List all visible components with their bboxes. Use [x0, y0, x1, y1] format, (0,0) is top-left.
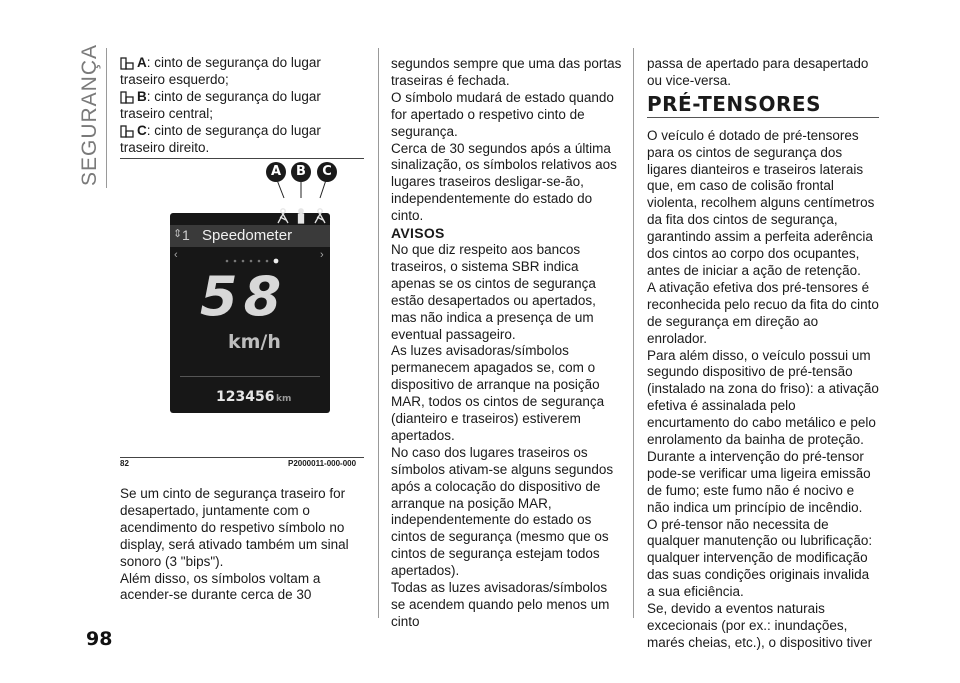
- section-title: SEGURANÇA: [78, 43, 101, 186]
- badge-a: A: [266, 162, 286, 182]
- paragraph: Além disso, os símbolos voltam a acender-se durante cerca de 30: [120, 570, 321, 603]
- belt-a-item: [120, 55, 365, 72]
- seatbelt-warning-icon: [274, 207, 330, 225]
- page-number: 98: [86, 628, 113, 650]
- figure-number: 82: [120, 459, 129, 468]
- badge-b: B: [291, 162, 311, 182]
- paragraph: passa de apertado para desapertado ou vice-versa.: [647, 56, 869, 88]
- belt-c-text: : cinto de segurança do lugar: [146, 122, 321, 138]
- chevron-right-icon: ›: [320, 249, 324, 261]
- paragraph: Todas as luzes avisadoras/símbolos se acendem quando pelo menos um cinto: [391, 580, 610, 629]
- belt-a-text-cont: traseiro esquerdo;: [120, 71, 229, 87]
- paragraph: Durante a intervenção do pré-tensor pode-se verificar uma ligeira emissão de fumo; este fumo não é nocivo e não indica um princípio de incêndio.: [647, 448, 871, 515]
- figure-top-rule: [120, 158, 364, 159]
- speed-unit: km/h: [228, 331, 281, 353]
- belt-legend: [120, 55, 365, 156]
- belt-c-item: [120, 123, 365, 140]
- paragraph: Se, devido a eventos naturais excecionais (por ex.: inundações, marés cheias, etc.), o dispositivo tiver: [647, 601, 873, 650]
- belt-b-item: [120, 89, 365, 106]
- column-2-text: [391, 56, 623, 631]
- leader-lines: [260, 178, 340, 208]
- belt-c-text-cont: traseiro direito.: [120, 139, 210, 155]
- figure-code: P2000011-000-000: [288, 459, 357, 468]
- display-divider: [180, 376, 320, 377]
- belt-a-letter: A: [137, 55, 147, 70]
- paragraph: No que diz respeito aos bancos traseiros, o sistema SBR indica apenas se os cintos de segurança estão desapertados ou apertados, mas não indica a presença de um eventual passageiro.: [391, 241, 596, 342]
- paragraph: Se um cinto de segurança traseiro for desapertado, juntamente com o acendimento do respetivo símbolo no display, será ativado também um sinal sonoro (3 "bips").: [120, 486, 349, 569]
- figure-bottom-rule: [120, 457, 364, 458]
- odometer-unit: km: [276, 394, 292, 404]
- page-dots-graphic: [224, 258, 284, 264]
- column-divider-2: [633, 48, 634, 618]
- seat-icon: [120, 57, 134, 70]
- screen-index: 1: [182, 227, 190, 243]
- avisos-heading: AVISOS: [391, 225, 445, 242]
- paragraph: No caso dos lugares traseiros os símbolos ativam-se alguns segundos após a colocação do dispositivo de arranque na posição MAR, independentemente do estado os cintos de segurança (mesmo que os cintos de segurança estejam todos apertados).: [391, 444, 614, 579]
- badge-c: C: [317, 162, 337, 182]
- paragraph: segundos sempre que uma das portas traseiras é fechada.: [391, 56, 622, 88]
- paragraph: Para além disso, o veículo possui um segundo dispositivo de pré-tensão (instalado na zona do friso): a ativação efetiva é assinalada pelo encurtamento do cabo metálico e pelo enrolamento da bainha de proteção.: [647, 347, 879, 448]
- paragraph: As luzes avisadoras/símbolos permanecem apagados se, com o dispositivo de arranque na posição MAR, todos os cintos de segurança (dianteiro e traseiros) estiverem apertados.: [391, 343, 605, 443]
- column-1-text: [120, 486, 368, 604]
- screen-title: Speedometer: [202, 227, 293, 244]
- paragraph: O símbolo mudará de estado quando for apertado o respetivo cinto de segurança.: [391, 89, 614, 139]
- belt-b-text-cont: traseiro central;: [120, 105, 214, 121]
- paragraph: A ativação efetiva dos pré-tensores é reconhecida pelo recuo da fita do cinto de segurança em direção ao enrolador.: [647, 279, 879, 346]
- pre-tensores-heading: PRÉ-TENSORES: [647, 96, 879, 118]
- odometer-value: 123456: [216, 389, 275, 405]
- chevron-left-icon: ‹: [174, 249, 178, 261]
- belt-b-text: : cinto de segurança do lugar: [146, 88, 321, 104]
- belt-c-letter: C: [137, 122, 147, 138]
- page-dots: [224, 251, 284, 257]
- belt-a-text: : cinto de segurança do lugar: [146, 55, 321, 70]
- column-3-text: [647, 56, 879, 652]
- paragraph: O pré-tensor não necessita de qualquer manutenção ou lubrificação: qualquer intervenção de modificação das suas condições originais invalida a sua eficiência.: [647, 516, 873, 600]
- speed-value: 58: [200, 265, 288, 328]
- seat-icon: [120, 91, 134, 104]
- up-down-arrows-icon: ⇕: [173, 228, 183, 240]
- instrument-display: [170, 213, 330, 413]
- paragraph: Cerca de 30 segundos após a última sinalização, os símbolos relativos aos lugares traseiros desligar-se-ão, independentemente do estado do cinto.: [391, 140, 617, 224]
- seat-icon: [120, 125, 134, 138]
- paragraph: O veículo é dotado de pré-tensores para os cintos de segurança dos ligares dianteiros e traseiros laterais que, em caso de colisão frontal violenta, recolhem alguns centímetros da fita dos cintos de segurança, garantindo assim a perfeita aderência dos cintos ao corpo dos ocupantes, antes de iniciar a ação de retenção.: [647, 127, 875, 278]
- belt-b-letter: B: [137, 88, 147, 104]
- section-divider: [106, 48, 107, 188]
- column-divider-1: [378, 48, 379, 618]
